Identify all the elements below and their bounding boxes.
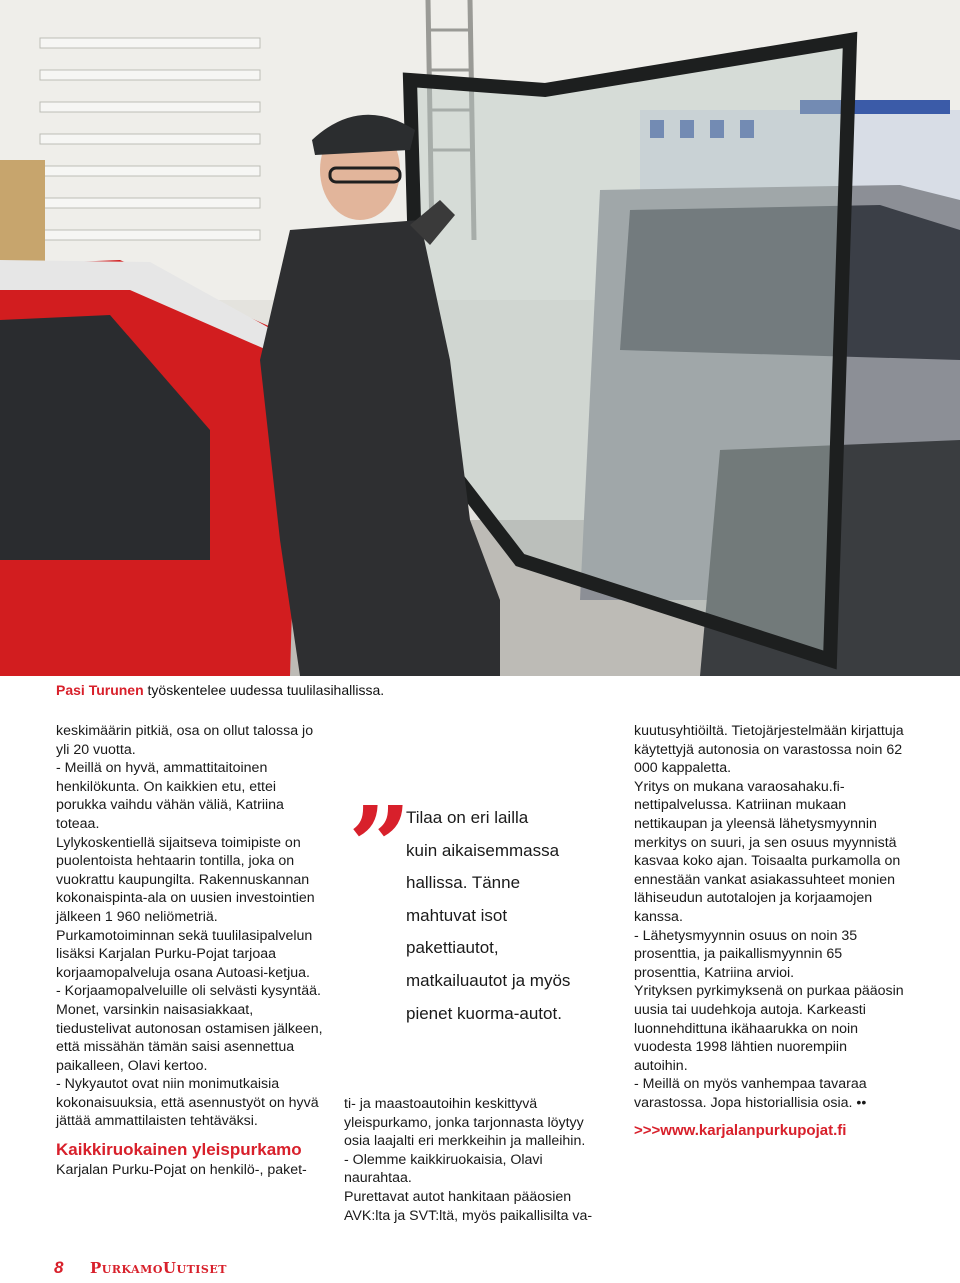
caption-text: työskentelee uudessa tuulilasihallissa. — [143, 682, 385, 698]
quote-mark-icon: ” — [348, 782, 412, 911]
photo-caption — [56, 680, 384, 700]
paragraph: Lylykoskentiellä sijaitseva toimipiste on puolentoista hehtaarin tontilla, joka on vuokrattu kaupungilta. Rakennuskannan kokonaispinta-ala on uusien investointien jälkeen 1 960 neliömetriä. — [56, 834, 315, 925]
article-column-2 — [344, 1095, 612, 1225]
paragraph: - Nykyautot ovat niin monimutkaisia kokonaisuuksia, että asennustyöt on hyvä jättää ammattilaisten tehtäväksi. — [56, 1076, 319, 1130]
page-number: 8 — [54, 1258, 64, 1277]
pull-quote — [406, 802, 626, 1030]
paragraph: - Olemme kaikkiruokaisia, Olavi naurahtaa. — [344, 1151, 543, 1187]
paragraph: Purettavat autot hankitaan pääosien AVK:lta ja SVT:ltä, myös paikallisilta va- — [344, 1188, 593, 1224]
website-link[interactable]: >>>www.karjalanpurkupojat.fi — [634, 1122, 847, 1140]
paragraph: - Lähetysmyynnin osuus on noin 35 prosenttia, ja paikallismyynnin 65 prosenttia, Katriina arvioi. — [634, 927, 858, 981]
article-column-1 — [56, 722, 326, 1180]
pull-quote-line: matkailuautot ja myös — [406, 970, 571, 990]
paragraph: Yrityksen pyrkimyksenä on purkaa pääosin uusia tai uudehkoja autoja. Karkeasti luonnehdittuna ikähaarukka on noin vuodesta 1998 lähtien nuorempiin autoihin. — [634, 983, 904, 1074]
pull-quote-line: pienet kuorma-autot. — [406, 1003, 562, 1023]
paragraph: - Korjaamopalveluille oli selvästi kysyntää. Monet, varsinkin naisasiakkaat, tiedustelivat autonosan ostamisen jälkeen, että missähän tämän saisi asennettua paikalleen, Olavi kertoo. — [56, 983, 323, 1074]
pull-quote-line: mahtuvat isot — [406, 905, 508, 925]
paragraph: Karjalan Purku-Pojat on henkilö-, paket- — [56, 1162, 307, 1179]
article-column-3 — [634, 722, 904, 1141]
paragraph: keskimäärin pitkiä, osa on ollut talossa jo yli 20 vuotta. — [56, 723, 314, 758]
paragraph: - Meillä on myös vanhempaa tavaraa varastossa. Jopa historiallisia osia. •• — [634, 1076, 867, 1111]
publication-logo: PurkamoUutiset — [90, 1259, 227, 1277]
paragraph: kuutusyhtiöiltä. Tietojärjestelmään kirjattuja käytettyjä autonosia on varastossa noin 62 000 kappaletta. — [634, 723, 904, 777]
pull-quote-line: pakettiautot, — [406, 938, 499, 958]
paragraph: Yritys on mukana varaosahaku.fi-nettipalvelussa. Katriinan mukaan nettikaupan ja yleensä lähetysmyynnin merkitys on suuri, ja sen osuus myynnistä kasvaa koko ajan. Toisaalta purkamolla on ennestään vankat asiakassuhteet monien lähiseudun autotalojen ja korjaamojen kanssa. — [634, 778, 901, 925]
paragraph: ti- ja maastoautoihin keskittyvä yleispurkamo, jonka tarjonnasta löytyy osia laajalti eri merkkeihin ja malleihin. — [344, 1096, 586, 1150]
paragraph: Purkamotoiminnan sekä tuulilasipalvelun lisäksi Karjalan Purku-Pojat tarjoaa korjaamopalveluja osana Autoasi-ketjua. — [56, 927, 313, 981]
pull-quote-line: hallissa. Tänne — [406, 873, 521, 893]
section-subhead: Kaikkiruokainen yleispurkamo — [56, 1140, 302, 1160]
caption-name: Pasi Turunen — [56, 682, 144, 698]
pull-quote-line: kuin aikaisemmassa — [406, 840, 560, 860]
paragraph: - Meillä on hyvä, ammattitaitoinen henkilökunta. On kaikkien etu, ettei porukka vaihdu vähän väliä, Katriina toteaa. — [56, 760, 284, 832]
pull-quote-line: Tilaa on eri lailla — [406, 808, 529, 827]
